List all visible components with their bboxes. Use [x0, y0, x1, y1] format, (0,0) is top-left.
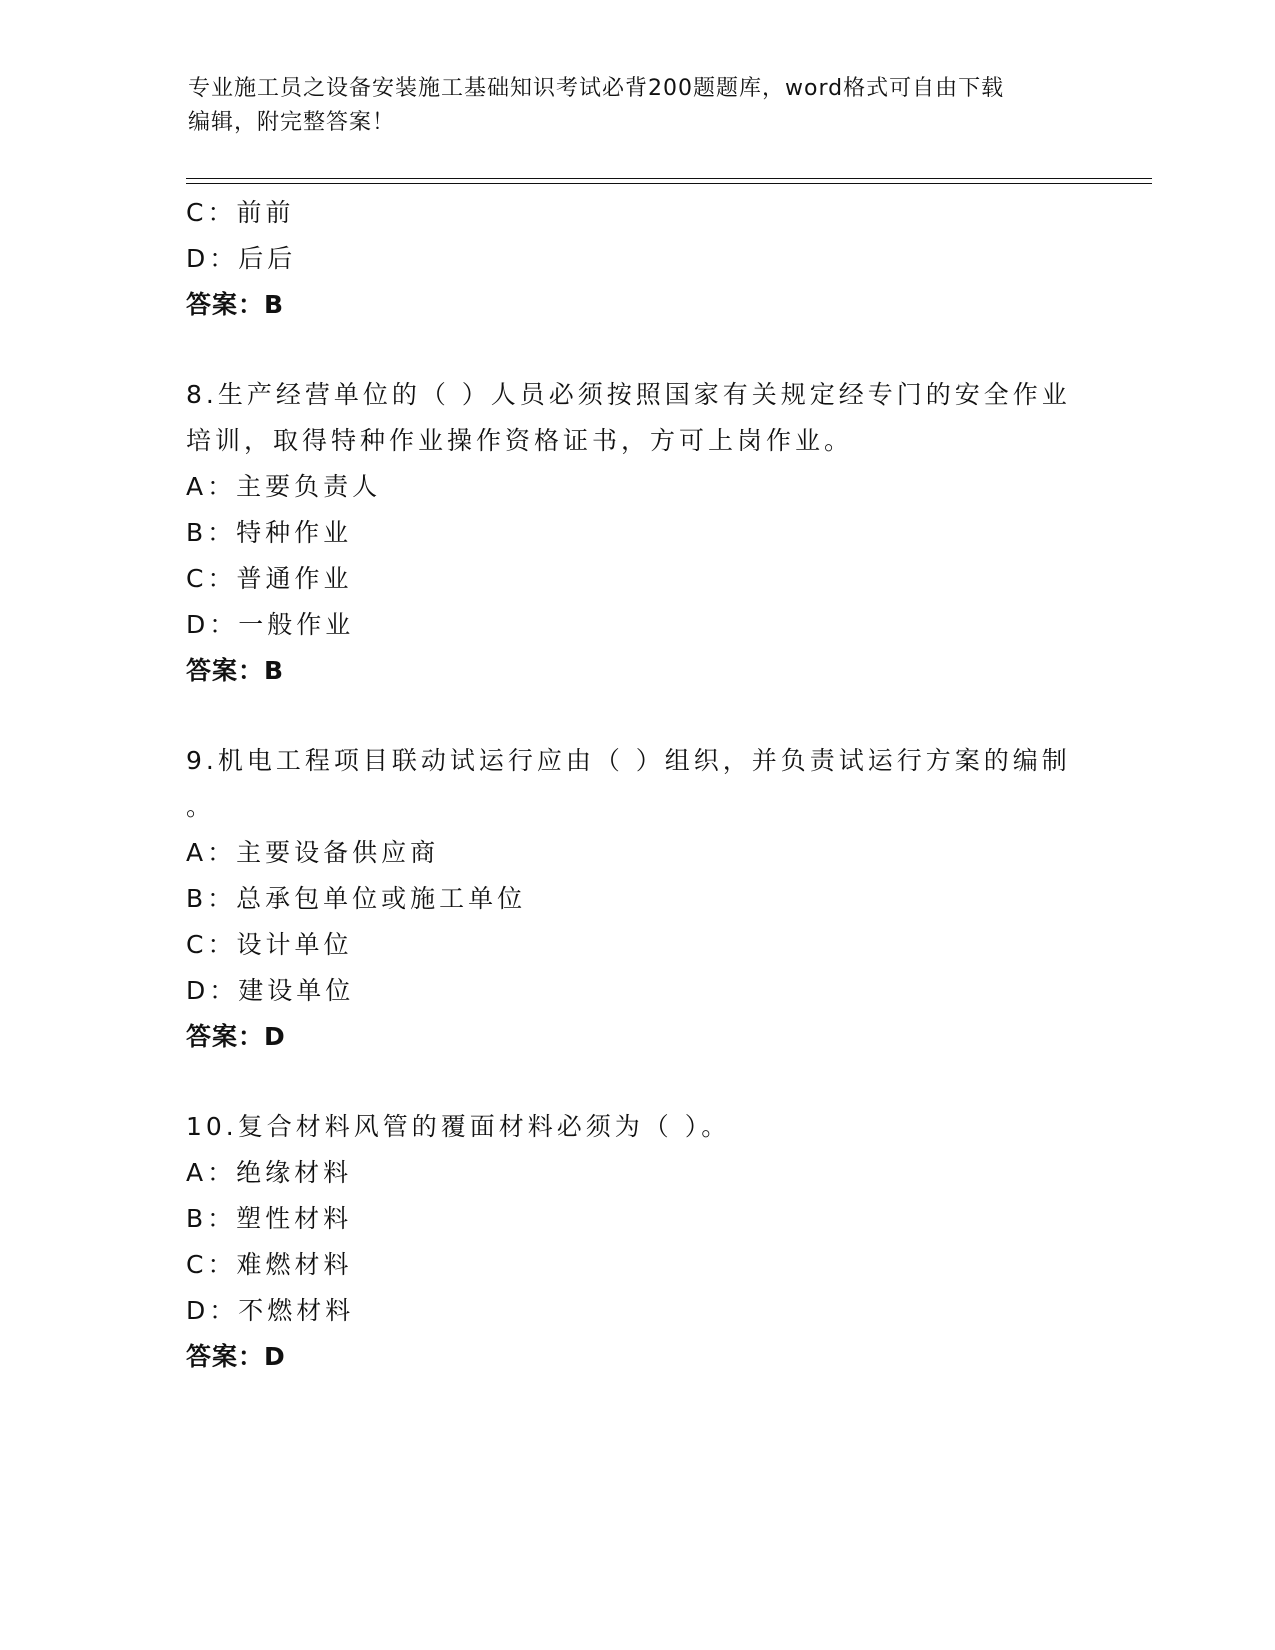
- answer: 答案：B: [186, 290, 285, 319]
- option-d: D：建设单位: [186, 976, 355, 1005]
- header-line-1: 专业施工员之设备安装施工基础知识考试必背200题题库，word格式可自由下载: [188, 76, 1005, 101]
- question-9: [186, 738, 1086, 1060]
- option-c: C：普通作业: [186, 564, 353, 593]
- header-divider: [186, 178, 1152, 184]
- option-d: D：不燃材料: [186, 1296, 355, 1325]
- header-line-2: 编辑，附完整答案！: [188, 110, 396, 135]
- answer: 答案：B: [186, 656, 285, 685]
- option-a: A：主要设备供应商: [186, 838, 440, 867]
- question-text-line-1: 8.生产经营单位的（ ）人员必须按照国家有关规定经专门的安全作业: [186, 380, 1071, 409]
- option-a: A：绝缘材料: [186, 1158, 353, 1187]
- option-a: A：主要负责人: [186, 472, 382, 501]
- option-b: B：总承包单位或施工单位: [186, 884, 527, 913]
- question-8: [186, 372, 1086, 694]
- option-d: D：一般作业: [186, 610, 355, 639]
- answer: 答案：D: [186, 1022, 286, 1051]
- answer: 答案：D: [186, 1342, 286, 1371]
- question-text-line-2: 培训，取得特种作业操作资格证书，方可上岗作业。: [186, 426, 854, 455]
- option-d: D：后后: [186, 244, 297, 273]
- option-b: B：塑性材料: [186, 1204, 353, 1233]
- question-text-line-2: 。: [186, 792, 216, 821]
- document-header: [188, 72, 1088, 140]
- question-list: [186, 190, 1086, 1380]
- option-c: C：设计单位: [186, 930, 353, 959]
- option-c: C：难燃材料: [186, 1250, 353, 1279]
- question-text-line-1: 9.机电工程项目联动试运行应由（ ）组织，并负责试运行方案的编制: [186, 746, 1071, 775]
- question-text-line-1: 10.复合材料风管的覆面材料必须为（ ）。: [186, 1112, 731, 1141]
- option-b: B：特种作业: [186, 518, 353, 547]
- option-c: C：前前: [186, 198, 295, 227]
- question-10: [186, 1104, 1086, 1380]
- question-7: [186, 190, 1086, 328]
